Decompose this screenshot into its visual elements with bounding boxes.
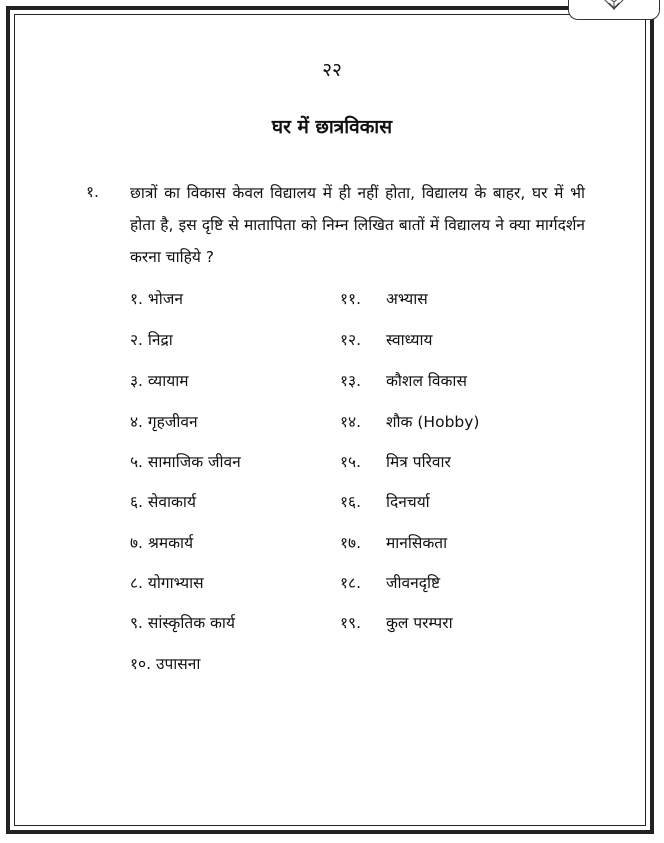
list-item-13-label: कौशल विकास: [386, 372, 467, 390]
list-item-1: १. भोजन: [130, 290, 183, 308]
list-item-5: ५. सामाजिक जीवन: [130, 453, 241, 471]
list-item-3: ३. व्यायाम: [130, 372, 189, 390]
list-item-2: २. निद्रा: [130, 331, 173, 349]
chapter-title: घर में छात्रविकास: [271, 116, 393, 138]
list-item-15-number: १५.: [340, 453, 362, 471]
page-number: २२: [322, 59, 342, 81]
decorative-emblem-icon: [599, 0, 629, 12]
list-item-13-number: १३.: [340, 372, 362, 390]
list-item-7: ७. श्रमकार्य: [130, 534, 194, 552]
list-item-11-number: ११.: [340, 290, 362, 308]
list-item-18-label: जीवनदृष्टि: [386, 574, 441, 592]
question-number: १.: [86, 183, 99, 201]
list-item-17-label: मानसिकता: [386, 534, 448, 552]
corner-tab: [568, 0, 660, 20]
list-item-8: ८. योगाभ्यास: [130, 574, 204, 592]
list-item-14-label: शौक (Hobby): [386, 413, 480, 431]
list-item-17-number: १७.: [340, 534, 362, 552]
question-text: छात्रों का विकास केवल विद्यालय में ही नहीं होता, विद्यालय के बाहर, घर में भी होता है, इस दृष्टि से मातापिता को निम्न लिखित बातों में विद्यालय ने क्या मार्गदर्शन करना चाहिये ?: [130, 184, 585, 266]
list-item-15-label: मित्र परिवार: [386, 453, 451, 471]
list-item-14-number: १४.: [340, 413, 362, 431]
list-item-9: ९. सांस्कृतिक कार्य: [130, 614, 235, 632]
list-item-6: ६. सेवाकार्य: [130, 493, 196, 511]
list-item-4: ४. गृहजीवन: [130, 413, 198, 431]
list-item-10: १०. उपासना: [130, 655, 201, 673]
list-item-19-number: १९.: [340, 614, 362, 632]
list-item-12-label: स्वाध्याय: [386, 331, 433, 349]
list-item-16-label: दिनचर्या: [386, 493, 430, 511]
list-item-19-label: कुल परम्परा: [386, 614, 453, 632]
list-item-18-number: १८.: [340, 574, 362, 592]
list-item-12-number: १२.: [340, 331, 362, 349]
list-item-16-number: १६.: [340, 493, 362, 511]
list-item-11-label: अभ्यास: [386, 290, 428, 308]
